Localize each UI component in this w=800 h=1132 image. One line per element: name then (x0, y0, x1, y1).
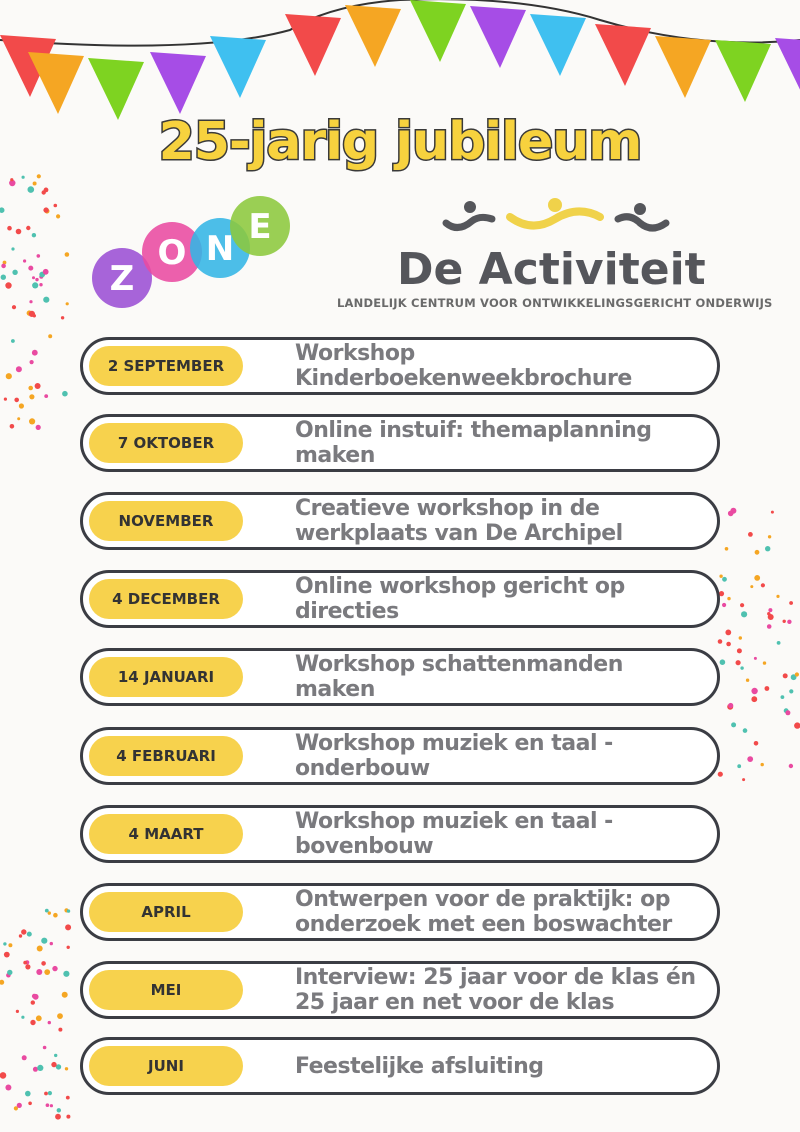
confetti-dot (754, 741, 759, 746)
confetti-dot (755, 550, 760, 555)
confetti-dot (718, 639, 723, 644)
confetti-dot (739, 636, 742, 639)
confetti-dot (777, 641, 781, 645)
confetti-dot (31, 1000, 35, 1004)
confetti-dot (747, 756, 753, 762)
confetti-dot (727, 597, 730, 600)
confetti-dot (776, 595, 779, 598)
confetti-dot (43, 269, 49, 275)
confetti-dot (37, 254, 41, 258)
confetti-dot (751, 696, 757, 702)
zone-logo-letter: Z (109, 259, 135, 299)
event-date-badge: 4 DECEMBER (89, 579, 243, 619)
confetti-dot (746, 679, 749, 682)
confetti-dot (56, 214, 60, 218)
confetti-dot (7, 970, 12, 975)
confetti-dot (7, 226, 12, 231)
page-title: 25-jarig jubileum (158, 112, 642, 172)
confetti-dot (43, 207, 48, 212)
confetti-dot (65, 252, 70, 257)
confetti-dot (29, 300, 32, 303)
confetti-dot (737, 648, 742, 653)
confetti-dot (57, 1108, 61, 1112)
confetti-dot (43, 297, 49, 303)
confetti-dot (1, 275, 6, 280)
event-date-badge: APRIL (89, 892, 243, 932)
event-row (80, 570, 720, 628)
confetti-dot (33, 182, 37, 186)
event-row (80, 1037, 720, 1095)
confetti-dot (761, 763, 764, 766)
event-row (80, 414, 720, 472)
confetti-dot (0, 980, 4, 985)
event-row (80, 805, 720, 863)
event-date-badge: 2 SEPTEMBER (89, 346, 243, 386)
confetti-dot (722, 577, 727, 582)
confetti-dot (5, 1085, 11, 1091)
confetti-dot (19, 934, 22, 937)
confetti-dot (54, 1054, 57, 1057)
event-title: Workshop schattenmanden maken (295, 652, 623, 702)
confetti-dot (741, 611, 747, 617)
confetti-dot (4, 398, 7, 401)
confetti-dot (26, 226, 30, 230)
confetti-dot (768, 614, 774, 620)
event-date-badge: 4 FEBRUARI (89, 736, 243, 776)
confetti-dot (35, 383, 41, 389)
confetti-dot (21, 929, 26, 934)
organization-tagline: LANDELIJK CENTRUM VOOR ONTWIKKELINGSGERICHT ONDERWIJS (337, 296, 773, 310)
event-row (80, 727, 720, 785)
confetti-dot (44, 394, 48, 398)
confetti-dot (743, 728, 748, 733)
confetti-dot (11, 247, 14, 250)
confetti-dot (725, 630, 731, 636)
confetti-dot (731, 722, 736, 727)
event-row (80, 961, 720, 1019)
confetti-dot (17, 1103, 22, 1108)
confetti-dot (789, 764, 793, 768)
confetti-dot (48, 1091, 52, 1095)
confetti-dot (761, 583, 765, 587)
confetti-dot (768, 608, 772, 612)
confetti-dot (25, 964, 30, 969)
confetti-dot (11, 339, 15, 343)
confetti-dot (67, 946, 70, 949)
confetti-dot (21, 1016, 24, 1019)
confetti-dot (67, 909, 70, 912)
confetti-dot (29, 418, 35, 424)
confetti-dot (53, 913, 58, 918)
confetti-dot (32, 282, 38, 288)
confetti-dot (719, 575, 722, 578)
confetti-dot (42, 190, 46, 194)
confetti-dot (32, 350, 38, 356)
event-date-badge: 7 OKTOBER (89, 423, 243, 463)
confetti-dot (32, 994, 37, 999)
confetti-dot (23, 961, 27, 965)
confetti-dot (16, 229, 22, 235)
confetti-dot (43, 1046, 47, 1050)
confetti-dot (725, 547, 729, 551)
confetti-dot (768, 535, 771, 538)
confetti-dot (37, 174, 41, 178)
confetti-dot (44, 1092, 48, 1096)
confetti-dot (22, 1055, 27, 1060)
confetti-dot (742, 778, 745, 781)
confetti-dot (10, 178, 13, 181)
confetti-dot (794, 722, 800, 728)
event-date-badge: 4 MAART (89, 814, 243, 854)
zone-logo-letter: N (205, 229, 235, 269)
confetti-dot (36, 425, 41, 430)
confetti-dot (32, 276, 35, 279)
confetti-dot (16, 366, 22, 372)
confetti-dot (781, 695, 785, 699)
event-date-badge: MEI (89, 970, 243, 1010)
confetti-dot (726, 642, 731, 647)
confetti-dot (28, 266, 33, 271)
confetti-dot (783, 620, 786, 623)
confetti-dot (754, 575, 760, 581)
confetti-dot (65, 924, 71, 930)
confetti-dot (51, 1062, 56, 1067)
confetti-dot (795, 672, 799, 676)
confetti-dot (19, 403, 24, 408)
confetti-dot (46, 1103, 50, 1107)
confetti-dot (48, 334, 52, 338)
confetti-dot (39, 283, 42, 286)
event-date-badge: JUNI (89, 1046, 243, 1086)
confetti-dot (27, 932, 32, 937)
confetti-dot (30, 1020, 35, 1025)
confetti-dot (718, 772, 723, 777)
confetti-dot (29, 394, 34, 399)
de-activiteit-logo-icon (440, 195, 690, 245)
confetti-dot (33, 1067, 38, 1072)
confetti-dot (737, 764, 741, 768)
event-title: Ontwerpen voor de praktijk: op onderzoek met een boswachter (295, 887, 672, 937)
event-title: Online workshop gericht op directies (295, 574, 625, 624)
event-title: Creatieve workshop in de werkplaats van De Archipel (295, 496, 623, 546)
event-title: Feestelijke afsluiting (295, 1053, 544, 1079)
confetti-dot (37, 946, 43, 952)
confetti-dot (12, 270, 17, 275)
confetti-dot (8, 943, 12, 947)
confetti-dot (6, 373, 12, 379)
confetti-dot (5, 282, 11, 288)
event-title: Workshop muziek en taal - bovenbouw (295, 809, 613, 859)
event-row (80, 648, 720, 706)
confetti-dot (763, 661, 766, 664)
confetti-dot (789, 601, 793, 605)
confetti-dot (783, 673, 788, 678)
confetti-dot (28, 1102, 32, 1106)
confetti-dot (740, 666, 743, 669)
confetti-dot (29, 311, 35, 317)
confetti-dot (45, 909, 49, 913)
confetti-dot (736, 660, 741, 665)
confetti-dot (17, 417, 20, 420)
confetti-dot (767, 624, 772, 629)
confetti-dot (22, 176, 25, 179)
zone-logo-letter: O (157, 233, 187, 273)
event-date-badge: NOVEMBER (89, 501, 243, 541)
confetti-dot (771, 511, 774, 514)
confetti-dot (10, 424, 15, 429)
confetti-dot (740, 603, 744, 607)
confetti-dot (4, 952, 10, 958)
zone-logo-letter: E (248, 207, 272, 247)
confetti-dot (12, 305, 16, 309)
confetti-dot (61, 316, 64, 319)
confetti-dot (28, 186, 35, 193)
confetti-dot (23, 259, 26, 262)
confetti-dot (728, 511, 734, 517)
event-row (80, 883, 720, 941)
confetti-dot (41, 938, 47, 944)
confetti-dot (63, 971, 69, 977)
event-row (80, 337, 720, 395)
confetti-dot (57, 1013, 63, 1019)
confetti-dot (25, 1091, 31, 1097)
confetti-dot (44, 969, 50, 975)
confetti-dot (62, 992, 68, 998)
confetti-dot (36, 969, 42, 975)
confetti-dot (789, 689, 793, 693)
confetti-dot (754, 657, 757, 660)
confetti-dot (66, 302, 69, 305)
confetti-dot (765, 686, 770, 691)
confetti-dot (785, 710, 790, 715)
confetti-dot (751, 688, 757, 694)
event-title: Interview: 25 jaar voor de klas én 25 jaar en net voor de klas (295, 965, 696, 1015)
confetti-dot (35, 278, 38, 281)
confetti-dot (728, 703, 733, 708)
confetti-dot (48, 1021, 51, 1024)
confetti-dot (36, 1015, 42, 1021)
confetti-dot (0, 1072, 6, 1079)
zone-logo (92, 188, 342, 308)
confetti-dot (65, 1067, 68, 1070)
confetti-dot (3, 942, 6, 945)
confetti-dot (30, 360, 34, 364)
confetti-dot (55, 1114, 61, 1120)
confetti-dot (28, 386, 33, 391)
confetti-dot (720, 659, 726, 665)
event-title: Workshop muziek en taal - onderbouw (295, 731, 613, 781)
confetti-dot (66, 1115, 70, 1119)
confetti-dot (50, 942, 53, 945)
confetti-dot (16, 1010, 19, 1013)
event-row (80, 492, 720, 550)
confetti-dot (750, 585, 753, 588)
confetti-dot (14, 398, 19, 403)
confetti-dot (50, 1104, 53, 1107)
confetti-dot (62, 391, 68, 397)
event-title: Online instuif: themaplanning maken (295, 418, 652, 468)
confetti-dot (748, 532, 753, 537)
confetti-dot (0, 207, 5, 213)
confetti-dot (722, 603, 726, 607)
confetti-dot (37, 1065, 43, 1071)
confetti-dot (66, 1096, 70, 1100)
confetti-dot (54, 204, 58, 208)
confetti-dot (52, 966, 57, 971)
organization-name: De Activiteit (397, 244, 706, 295)
confetti-dot (32, 233, 36, 237)
confetti-dot (1, 264, 6, 269)
event-title: Workshop Kinderboekenweekbrochure (295, 341, 632, 391)
confetti-dot (41, 961, 46, 966)
confetti-dot (765, 546, 770, 551)
confetti-dot (787, 620, 791, 624)
confetti-dot (58, 1028, 62, 1032)
event-date-badge: 14 JANUARI (89, 657, 243, 697)
